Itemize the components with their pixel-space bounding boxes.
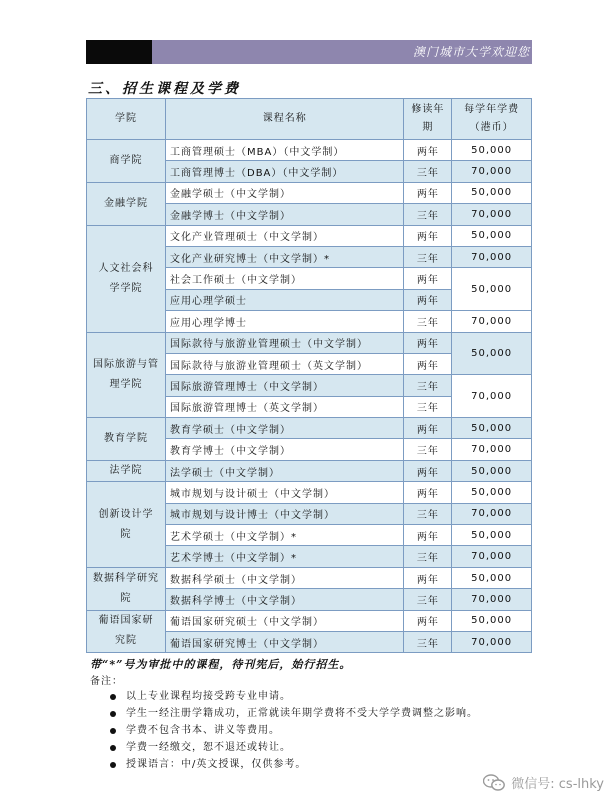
table-row [87,482,532,503]
course-cell: 法学硕士（中文学制） [166,460,404,481]
years-cell: 三年 [404,439,452,460]
note-text: 学费一经缴交，恕不退还或转让。 [126,742,291,753]
table-row [87,418,532,439]
wechat-icon [483,774,505,792]
years-cell: 三年 [404,396,452,417]
course-cell: 文化产业管理硕士（中文学制） [166,225,404,246]
fee-cell: 70,000 [452,631,532,652]
table-row [87,567,532,588]
course-cell: 金融学硕士（中文学制） [166,182,404,203]
college-label: 创新设计学院 [98,508,154,540]
section-title: 三、招生课程及学费 [88,81,241,97]
years-cell: 两年 [404,460,452,481]
college-cell: 金融学院 [87,182,166,225]
college-label: 人文社会科学学院 [98,262,154,294]
years-cell: 两年 [404,525,452,546]
fee-cell: 50,000 [452,610,532,631]
fee-cell: 50,000 [452,268,532,311]
years-cell: 两年 [404,289,452,310]
course-cell: 国际旅游管理博士（中文学制） [166,375,404,396]
watermark [483,773,604,792]
college-cell: 法学院 [87,460,166,481]
college-cell [87,332,166,418]
course-cell: 应用心理学博士 [166,311,404,332]
fee-cell: 70,000 [452,503,532,524]
college-label: 葡语国家研究院 [98,615,154,647]
fee-table [86,98,532,653]
notes-label: 备注： [90,676,123,687]
fee-cell: 50,000 [452,567,532,588]
table-row [87,460,532,481]
fee-cell: 50,000 [452,482,532,503]
years-cell: 三年 [404,246,452,267]
course-cell: 教育学博士（中文学制） [166,439,404,460]
course-cell: 工商管理硕士（MBA）（中文学制） [166,140,404,161]
note-text: 学生一经注册学籍成功，正常就读年期学费将不受大学学费调整之影响。 [126,708,478,719]
course-cell: 城市规划与设计硕士（中文学制） [166,482,404,503]
college-cell [87,225,166,332]
bullet-icon [110,694,116,700]
table-row [87,182,532,203]
course-cell: 文化产业研究博士（中文学制）* [166,246,404,267]
fee-cell: 50,000 [452,460,532,481]
list-item [110,722,478,739]
course-cell: 艺术学硕士（中文学制）* [166,525,404,546]
college-label: 国际旅游与管理学院 [93,358,159,390]
fee-cell: 70,000 [452,546,532,567]
bullet-icon [110,728,116,734]
college-cell: 教育学院 [87,418,166,461]
course-cell: 国际款待与旅游业管理硕士（英文学制） [166,353,404,374]
years-cell: 三年 [404,311,452,332]
note-text: 学费不包含书本、讲义等费用。 [126,725,280,736]
watermark-text: 微信号: cs-lhky [511,777,604,792]
years-cell: 两年 [404,610,452,631]
header-fee: 每学年学费（港币） [452,99,532,140]
course-cell: 数据科学硕士（中文学制） [166,567,404,588]
years-cell: 两年 [404,482,452,503]
fee-cell: 70,000 [452,439,532,460]
fee-cell: 50,000 [452,418,532,439]
course-cell: 教育学硕士（中文学制） [166,418,404,439]
years-cell: 两年 [404,268,452,289]
note-text: 以上专业课程均接受跨专业申请。 [126,691,291,702]
header-title: 澳门城市大学欢迎您 [412,45,530,59]
fee-cell: 70,000 [452,375,532,418]
fee-cell: 50,000 [452,525,532,546]
years-cell: 三年 [404,503,452,524]
fee-cell: 50,000 [452,332,532,375]
years-cell: 两年 [404,182,452,203]
years-cell: 三年 [404,589,452,610]
course-cell: 数据科学博士（中文学制） [166,589,404,610]
header-black-block [86,40,152,64]
fee-cell: 70,000 [452,246,532,267]
years-cell: 两年 [404,353,452,374]
fee-cell: 50,000 [452,182,532,203]
fee-cell: 70,000 [452,204,532,225]
course-cell: 艺术学博士（中文学制）* [166,546,404,567]
years-cell: 三年 [404,631,452,652]
college-cell [87,610,166,653]
course-cell: 城市规划与设计博士（中文学制） [166,503,404,524]
years-cell: 两年 [404,567,452,588]
table-header-row [87,99,532,140]
header-years: 修读年期 [404,99,452,140]
table-row [87,610,532,631]
list-item [110,739,478,756]
list-item [110,688,478,705]
years-cell: 三年 [404,161,452,182]
course-cell: 金融学博士（中文学制） [166,204,404,225]
bullet-icon [110,762,116,768]
footnote: 带“*”号为审批中的课程，待刊宪后，始行招生。 [90,658,352,671]
fee-cell: 50,000 [452,225,532,246]
list-item [110,705,478,722]
fee-cell: 70,000 [452,589,532,610]
college-cell [87,482,166,568]
table-row [87,140,532,161]
fee-cell: 70,000 [452,161,532,182]
course-cell: 工商管理博士（DBA）（中文学制） [166,161,404,182]
years-cell: 两年 [404,225,452,246]
years-cell: 两年 [404,140,452,161]
header-course: 课程名称 [166,99,404,140]
years-cell: 两年 [404,332,452,353]
college-cell: 商学院 [87,140,166,183]
bullet-icon [110,711,116,717]
course-cell: 葡语国家研究博士（中文学制） [166,631,404,652]
course-cell: 应用心理学硕士 [166,289,404,310]
years-cell: 三年 [404,546,452,567]
fee-cell: 50,000 [452,140,532,161]
notes-list [110,688,478,773]
note-text: 授课语言：中/英文授课，仅供参考。 [126,759,307,770]
table-row [87,332,532,353]
table-row [87,225,532,246]
years-cell: 三年 [404,375,452,396]
college-cell [87,567,166,610]
course-cell: 国际款待与旅游业管理硕士（中文学制） [166,332,404,353]
fee-cell: 70,000 [452,311,532,332]
course-cell: 葡语国家研究硕士（中文学制） [166,610,404,631]
course-cell: 国际旅游管理博士（英文学制） [166,396,404,417]
years-cell: 三年 [404,204,452,225]
course-cell: 社会工作硕士（中文学制） [166,268,404,289]
header-college: 学院 [87,99,166,140]
list-item [110,756,478,773]
years-cell: 两年 [404,418,452,439]
college-label: 数据科学研究院 [93,572,159,604]
bullet-icon [110,745,116,751]
